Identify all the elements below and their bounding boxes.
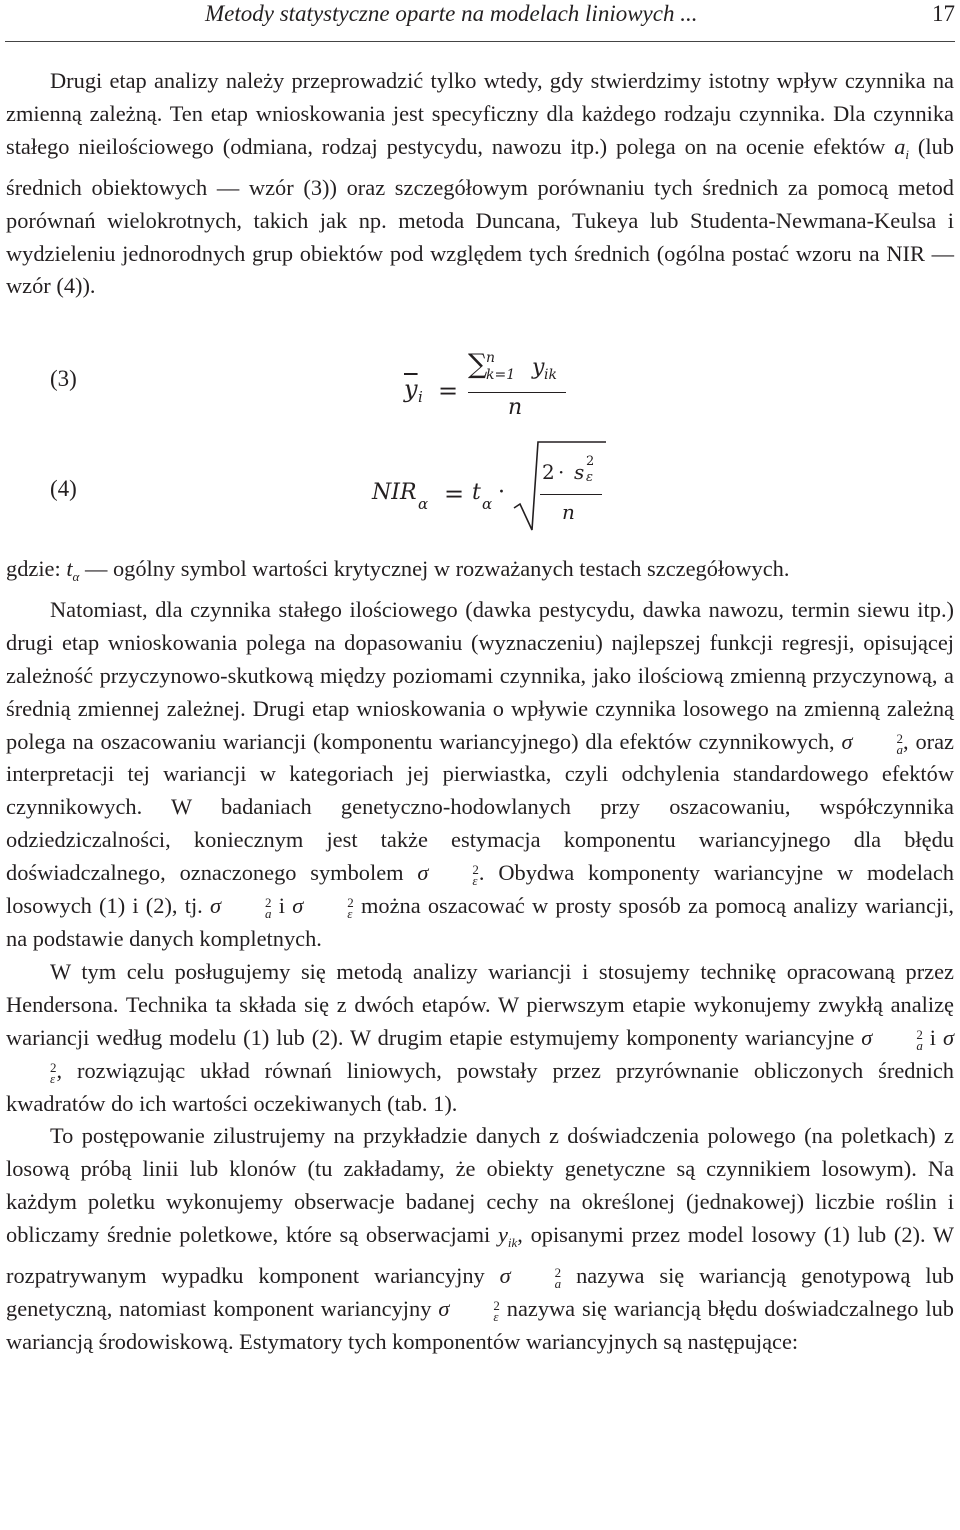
eq3-mean-index: i [418,388,423,406]
page-number: 17 [932,1,955,26]
paragraph-where: gdzie: $t_\alpha$ — ogólny symbol wartości krytycznej w rozważanych testach szczegółowych. [6,556,790,584]
running-header [0,0,960,44]
eq4-t: t [472,480,481,505]
eq4-s-power: 2 [586,454,595,469]
eq4-t-alpha: α [482,495,493,513]
equation-3 [400,349,570,430]
body-text-top [6,65,954,303]
eq4-nir-alpha: α [418,495,429,513]
eq3-mean-y: $\overline{y}$ [404,375,418,403]
equation-4-label: (4) [50,476,77,501]
square-root-sign [512,438,608,534]
equation-4 [370,438,610,538]
eq4-denominator: n [562,500,575,524]
eq4-nir: NIR [372,480,417,505]
eq3-denominator: n [508,395,523,420]
eq4-num-dot: · [558,460,565,484]
paragraph-5: To postępowanie zilustrujemy na przykładzie danych z doświadczenia polowego (na poletkach) z losową próbą linii lub klonów (tu zakładamy, że obiekty genetyczne są czynnikiem losowym). Na każdym poletku wykonujemy obserwacje badanej cechy na określonej (jednakowej) liczbie roślin i obliczamy średnie poletkowe, które są obserwacjami $y_{ik}$, opisanymi przez model losowy (1) lub (2). W rozpatrywanym wypadku komponent wariancyjny σ 2 a nazywa się wariancją genotypową lub genetyczną, natomiast komponent wariancyjny σ 2 ε nazywa się wariancją błędu doświadczalnego lub wariancją środowiskową. Estymatory tych komponentów wariancyjnych są następujące: [6,1123,954,1354]
paragraph-1: Drugi etap analizy należy przeprowadzić tylko wtedy, gdy stwierdzimy istotny wpływ czynnika na zmienną zależną. Ten etap wnioskowania jest specyficzny dla każdego rodzaju czynnika. Dla czynnika stałego nieilościowego (odmiana, rodzaj pestycydu, nawozu itp.) polega on na ocenie efektów $a_i$ (lub średnich obiektowych — wzór (3)) oraz szczegółowym porównaniu tych średnich za pomocą metod porównań wielokrotnych, takich jak np. metoda Duncana, Tukeya lub Studenta-Newmana-Keulsa i wydzieleniu jednorodnych grup obiektów pod względem tych średnich (ogólna postać wzoru na NIR — wzór (4)). [6,68,955,299]
equation-3-label: (3) [50,366,77,391]
eq4-two: 2 [542,460,555,484]
eq3-sum-lower: k=1 [486,367,516,383]
eq4-equals: = [444,480,465,508]
eq4-fraction-bar [540,494,602,495]
eq4-dot: · [498,480,505,505]
eq4-s-epsilon: ε [586,470,593,485]
eq3-y: y [532,355,545,380]
eq4-s: s [574,460,585,484]
eq3-y-index: ik [544,367,557,383]
eq3-equals: = [438,377,459,405]
eq3-sum-sign: ∑ [468,349,488,380]
running-title: Metody statystyczne oparte na modelach liniowych ... [205,1,698,26]
body-text-bottom [6,553,954,1359]
eq3-fraction-bar [468,392,566,393]
header-rule [5,41,955,42]
paragraph-3: Natomiast, dla czynnika stałego ilościowego (dawka pestycydu, dawka nawozu, termin siewu itp.) drugi etap wnioskowania polega na dopasowaniu (wyznaczeniu) najlepszej funkcji regresji, opisującej zależność przyczynowo-skutkową między poziomami czynnika, jako ilościową zmienną przyczynową, a średnią zmiennej zależnej. Drugi etap wnioskowania o wpływie czynnika losowego na zmienną zależną polega na oszacowaniu wariancji (komponentu wariancyjnego) dla efektów czynnikowych, σ 2 a , oraz interpretacji tej wariancji w kategoriach jej pierwiastka, czyli odchylenia standardowego efektów czynnikowych. W badaniach genetyczno-hodowlanych przy oszacowaniu, współczynnika odziedziczalności, koniecznym jest także estymacja komponentu wariancyjnego dla błędu doświadczalnego, oznaczonego symbolem σ 2 ε . Obydwa komponenty wariancyjne w modelach losowych (1) i (2), tj. σ 2 a i σ 2 ε można oszacować w prosty sposób za pomocą analizy wariancji, na podstawie danych kompletnych. [6,596,954,951]
paragraph-4: W tym celu posługujemy się metodą analizy wariancji i stosujemy technikę opracowaną przez Hendersona. Technika ta składa się z dwóch etapów. W pierwszym etapie wykonujemy zwykłą analizę wariancji według modelu (1) lub (2). W drugim etapie estymujemy komponenty wariancyjne σ 2 a i σ 2 ε , rozwiązując układ równań liniowych, powstały przez przyrównanie obliczonych średnich kwadratów do ich wartości oczekiwanych (tab. 1). [6,958,954,1116]
eq3-sum-upper: n [486,350,496,366]
